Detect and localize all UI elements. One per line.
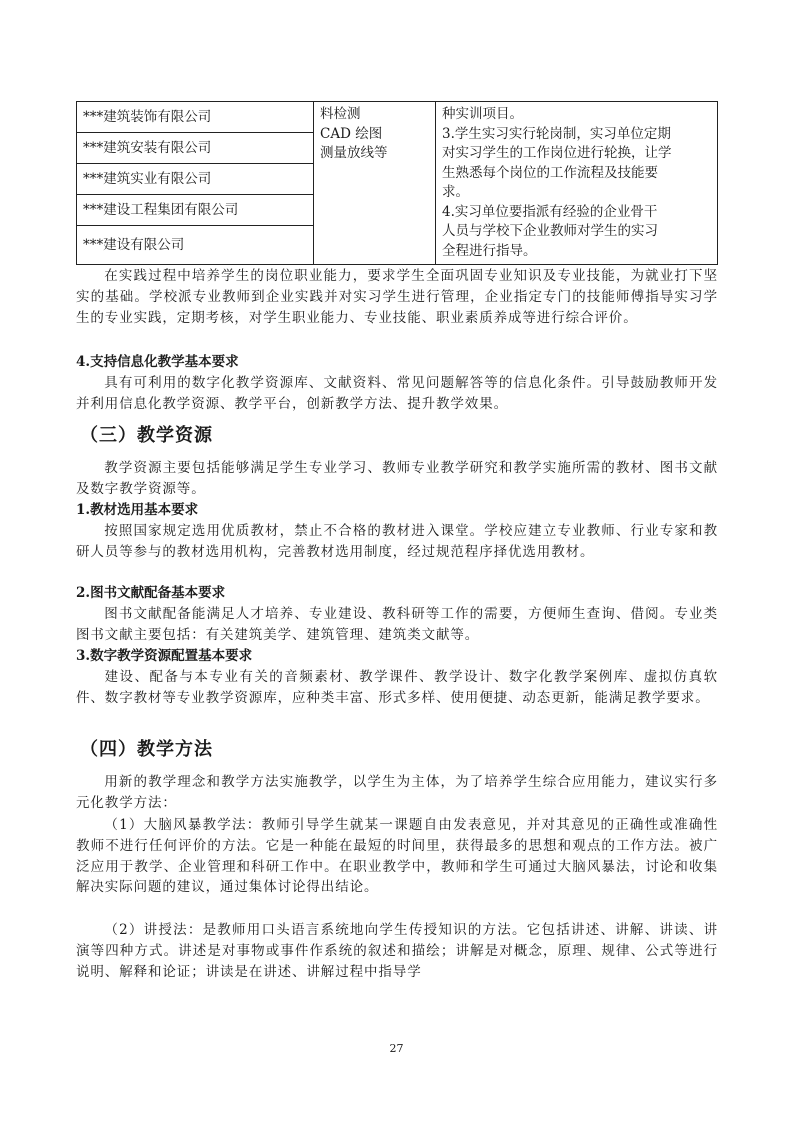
requirements-cell [436,102,718,265]
requirement-line: 生熟悉每个岗位的工作流程及技能要 [442,164,658,181]
digital-resources-paragraph [76,667,718,709]
company-cell: ***建设工程集团有限公司 [77,195,314,226]
requirement-line: 全程进行指导。 [442,242,537,259]
textbook-paragraph [76,521,718,563]
subheading-digital-resources: 3.数字教学资源配置基本要求 [76,648,253,664]
requirement-line: 人员与学校下企业教师对学生的实习 [442,223,658,239]
info-teaching-paragraph [76,373,718,415]
paragraph-text: 图书文献配备能满足人才培养、专业建设、教科研等工作的需要，方便师生查询、借阅。专业类图书文献主要包括：有关建筑美学、建筑管理、建筑类文献等。 [76,606,718,643]
requirement-line: 种实训项目。 [442,106,523,122]
resources-intro-paragraph [76,458,718,500]
projects-cell [314,102,436,265]
table-row [77,102,718,133]
heading-teaching-resources: （三）教学资源 [80,425,213,446]
page-number: 27 [389,1042,404,1055]
paragraph-text: （1）大脑风暴教学法：教师引导学生就某一课题自由发表意见，并对其意见的正确性或准确性教师不进行任何评价的方法。它是一种能在最短的时间里，获得最多的思想和观点的工作方法。被广泛应用于教学、企业管理和科研工作中。在职业教学中，教师和学生可通过大脑风暴法，讨论和收集解决实际问题的建议，通过集体讨论得出结论。 [76,817,718,896]
library-paragraph [76,604,718,646]
paragraph-text: 具有可利用的数字化教学资源库、文献资料、常见问题解答等的信息化条件。引导鼓励教师开发并利用信息化教学资源、教学平台，创新教学方法、提升教学效果。 [76,375,718,412]
company-cell: ***建筑安装有限公司 [77,133,314,164]
paragraph-text: 建设、配备与本专业有关的音频素材、教学课件、教学设计、数字化教学案例库、虚拟仿真软件、数字教材等专业教学资源库，应种类丰富、形式多样、使用便捷、动态更新，能满足教学要求。 [76,669,718,706]
paragraph-text: 在实践过程中培养学生的岗位职业能力，要求学生全面巩固专业知识及专业技能，为就业打下坚实的基础。学校派专业教师到企业实践并对实习学生进行管理，企业指定专门的技能师傅指导实习学生的专业实践，定期考核，对学生职业能力、专业技能、职业素质养成等进行综合评价。 [76,268,718,326]
requirement-line: 求。 [442,184,469,200]
project-line: 测量放线等 [320,145,388,161]
subheading-textbook: 1.教材选用基本要求 [76,502,199,518]
company-cell: ***建筑实业有限公司 [77,164,314,195]
company-cell: ***建筑装饰有限公司 [77,102,314,133]
method-brainstorm-paragraph [76,815,718,898]
paragraph-text: 按照国家规定选用优质教材，禁止不合格的教材进入课堂。学校应建立专业教师、行业专家和教研人员等参与的教材选用机构，完善教材选用制度，经过规范程序择优选用教材。 [76,523,718,560]
requirement-line: 4.实习单位要指派有经验的企业骨干 [442,203,658,220]
requirement-line: 3.学生实习实行轮岗制，实习单位定期 [442,125,671,142]
heading-teaching-methods: （四）教学方法 [80,739,213,760]
project-line: 料检测 [320,106,361,122]
subheading-library: 2.图书文献配备基本要求 [76,585,226,601]
subheading-info-teaching: 4.支持信息化教学基本要求 [76,354,239,370]
project-line: CAD 绘图 [320,125,383,142]
paragraph-text: （2）讲授法：是教师用口头语言系统地向学生传授知识的方法。它包括讲述、讲解、讲读、讲演等四种方式。讲述是对事物或事件作系统的叙述和描绘；讲解是对概念，原理、规律、公式等进行说明、解释和论证；讲读是在讲述、讲解过程中指导学 [76,922,718,980]
method-lecture-paragraph [76,920,718,982]
paragraph-text: 用新的教学理念和教学方法实施教学，以学生为主体，为了培养学生综合应用能力，建议实行多元化教学方法： [76,774,718,811]
paragraph-text: 教学资源主要包括能够满足学生专业学习、教师专业教学研究和教学实施所需的教材、图书文献及数字教学资源等。 [76,460,718,497]
methods-intro-paragraph [76,772,718,814]
internship-table [76,101,718,265]
requirement-line: 对实习学生的工作岗位进行轮换，让学 [442,145,672,161]
company-cell: ***建设有限公司 [77,226,314,265]
practice-paragraph [76,266,718,328]
